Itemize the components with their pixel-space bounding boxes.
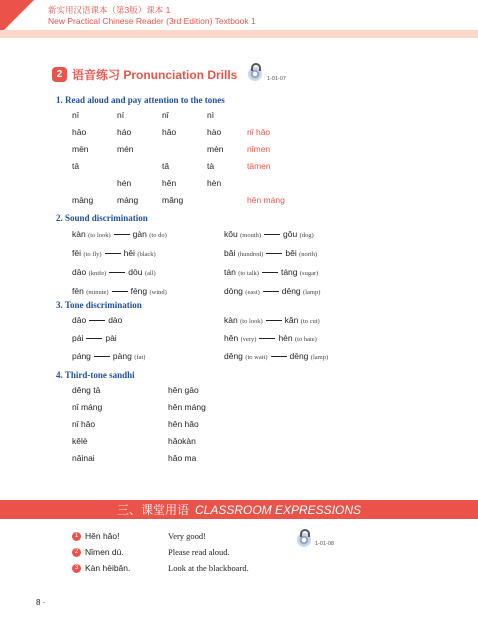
sandhi-cell: nǐ máng [72, 402, 103, 412]
syllable-cell: hén [117, 178, 132, 188]
expression-pinyin: Nǐmen dú. [85, 547, 124, 557]
header-en: New Practical Chinese Reader (3rd Edition) Textbook 1 [48, 16, 256, 26]
pair-second: dēng [281, 286, 301, 296]
running-header [48, 5, 256, 27]
syllable-cell: tǎ [162, 161, 170, 171]
pair-row [72, 267, 156, 277]
syllable-cell: mǎng [162, 195, 184, 205]
pair-second: hèn [278, 333, 293, 343]
sandhi-cell: nǎinai [72, 453, 95, 463]
pair-dash [259, 338, 275, 339]
expression-row [72, 547, 230, 557]
syllable-cell: māng [72, 195, 94, 205]
sandhi-cell: hěn máng [168, 402, 206, 412]
pair-second: dào [108, 315, 123, 325]
pair-first: děng [224, 351, 243, 361]
page-number-value: 8 [36, 598, 41, 607]
pair-first: dāo [72, 267, 87, 277]
pair-first: kàn [224, 315, 238, 325]
pair-row [224, 248, 317, 258]
syllable-cell: máng [117, 195, 139, 205]
pair-first-gloss: (east) [245, 289, 260, 296]
syllable-cell: nǐ hǎo [247, 127, 271, 137]
sandhi-cell: kělè [72, 436, 88, 446]
headphones-icon [251, 63, 261, 71]
pair-row [224, 351, 328, 361]
expression-row [72, 563, 249, 573]
syllable-cell: háo [117, 127, 132, 137]
pair-second: kǎn [284, 315, 299, 325]
pair-first-gloss: (to wait) [245, 354, 268, 361]
expression-english: Please read aloud. [168, 547, 230, 557]
pair-second-gloss: (north) [299, 251, 318, 258]
pair-second: dēng [289, 351, 309, 361]
syllable-cell: nǐmen [247, 144, 271, 154]
expression-pinyin: Hěn hǎo! [85, 531, 120, 541]
classroom-title-en: CLASSROOM EXPRESSIONS [194, 502, 362, 517]
pair-second: táng [280, 267, 298, 277]
pair-row [224, 267, 318, 277]
pair-first: pái [72, 333, 84, 343]
pair-second: fēng [130, 286, 148, 296]
syllable-cell: mēn [72, 144, 89, 154]
classroom-band [0, 500, 478, 519]
pair-row [224, 229, 314, 239]
pair-second-gloss: (to cut) [300, 318, 320, 325]
section-title: 语音练习 Pronunciation Drills [72, 68, 238, 82]
syllable-cell: tà [207, 161, 215, 171]
pair-second-gloss: (sugar) [299, 270, 319, 277]
expression-english: Very good! [168, 531, 207, 541]
drill-3-title: 3. Tone discrimination [56, 300, 142, 310]
syllable-cell: hǎo [162, 127, 177, 137]
syllable-cell: hèn [207, 178, 222, 188]
pair-second: běi [285, 248, 297, 258]
page-number: 8 · [36, 598, 46, 607]
pair-dash [89, 320, 105, 321]
pair-dash [264, 234, 280, 235]
header-cn: 新实用汉语课本（第3版）课本 1 [48, 5, 171, 15]
pair-dash [262, 272, 278, 273]
pair-row [224, 333, 317, 343]
pair-dash [263, 291, 279, 292]
expression-number-badge: 2 [72, 548, 81, 557]
pair-first-gloss: (to talk) [238, 270, 259, 277]
syllable-cell: hào [207, 127, 222, 137]
pair-row [72, 351, 145, 361]
pair-row [72, 286, 167, 296]
expression-number-badge: 1 [72, 532, 81, 541]
pair-second-gloss: (black) [137, 251, 156, 258]
syllable-cell: ní [117, 110, 125, 120]
pair-first: hěn [224, 333, 239, 343]
pair-first: kǒu [224, 229, 238, 239]
pair-first: fēn [72, 286, 84, 296]
pair-second: dōu [128, 267, 143, 277]
pair-second: gǒu [283, 229, 298, 239]
pair-first: tán [224, 267, 236, 277]
pair-second-gloss: (lamp) [303, 289, 321, 296]
expression-number-badge: 3 [72, 564, 81, 573]
pair-second-gloss: (all) [144, 270, 156, 277]
pair-first-gloss: (knife) [88, 270, 107, 277]
drill-4-title: 4. Third-tone sandhi [56, 370, 135, 380]
pair-second: hēi [123, 248, 135, 258]
pair-second-gloss: (to do) [149, 232, 167, 239]
pair-first: kàn [72, 229, 86, 239]
pair-dash [266, 320, 282, 321]
pair-first-gloss: (hundred) [237, 251, 264, 258]
pair-dash [86, 338, 102, 339]
pair-second-gloss: (wind) [149, 289, 167, 296]
sandhi-cell: děng tā [72, 385, 101, 395]
syllable-cell: mén [117, 144, 134, 154]
syllable-cell: hěn [162, 178, 177, 188]
pair-dash [94, 356, 110, 357]
syllable-cell: nì [207, 110, 215, 120]
section-number-badge: 2 [52, 67, 67, 82]
sandhi-cell: hěn gāo [168, 385, 199, 395]
pair-first-gloss: (minute) [86, 289, 109, 296]
pair-second-gloss: (dog) [299, 232, 314, 239]
syllable-cell: hāo [72, 127, 87, 137]
drill-1-title: 1. Read aloud and pay attention to the tones [56, 95, 225, 105]
pair-first-gloss: (to look) [240, 318, 263, 325]
track-number: 1-01-07 [267, 76, 286, 82]
pair-first: dāo [72, 315, 87, 325]
header-strip [0, 30, 478, 38]
syllable-cell: tā [72, 161, 80, 171]
sandhi-cell: hǎo ma [168, 453, 197, 463]
syllable-cell: hěn máng [247, 195, 285, 205]
pair-first-gloss: (mouth) [240, 232, 262, 239]
pair-second: pàng [112, 351, 132, 361]
corner-decoration [0, 0, 34, 34]
pair-row [72, 315, 122, 325]
pair-row [224, 286, 320, 296]
pair-first: páng [72, 351, 91, 361]
pair-row [224, 315, 320, 325]
pair-second-gloss: (fat) [134, 354, 146, 361]
drill-2-title: 2. Sound discrimination [56, 213, 148, 223]
classroom-title-cn: 三、课堂用语 [116, 503, 189, 517]
pair-row [72, 333, 117, 343]
pair-first-gloss: (to fly) [83, 251, 102, 258]
pair-dash [105, 253, 121, 254]
pair-first: bǎi [224, 248, 236, 258]
pair-first: fēi [72, 248, 81, 258]
pair-second: pài [105, 333, 117, 343]
syllable-cell: mèn [207, 144, 224, 154]
sandhi-cell: hǎokàn [168, 436, 196, 446]
pair-first-gloss: (very) [240, 336, 257, 343]
expression-pinyin: Kàn hēibǎn. [85, 563, 131, 573]
track-number: 1-01-08 [315, 541, 334, 547]
sandhi-cell: nǐ hǎo [72, 419, 96, 429]
sandhi-cell: hěn hǎo [168, 419, 199, 429]
pair-first: dōng [224, 286, 243, 296]
syllable-cell: nī [72, 110, 80, 120]
headphones-icon [300, 529, 310, 537]
pair-dash [266, 253, 282, 254]
pair-row [72, 248, 156, 258]
syllable-cell: tāmen [247, 161, 271, 171]
section-heading [52, 66, 237, 83]
pair-dash [271, 356, 287, 357]
pair-dash [112, 291, 128, 292]
pair-dash [114, 234, 130, 235]
expression-english: Look at the blackboard. [168, 563, 249, 573]
syllable-cell: nǐ [162, 110, 169, 120]
pair-second-gloss: (lamp) [310, 354, 329, 361]
pair-second-gloss: (to hate) [295, 336, 317, 343]
pair-first-gloss: (to look) [88, 232, 111, 239]
pair-second: gàn [132, 229, 147, 239]
pair-dash [109, 272, 125, 273]
expression-row [72, 531, 206, 541]
pair-row [72, 229, 167, 239]
